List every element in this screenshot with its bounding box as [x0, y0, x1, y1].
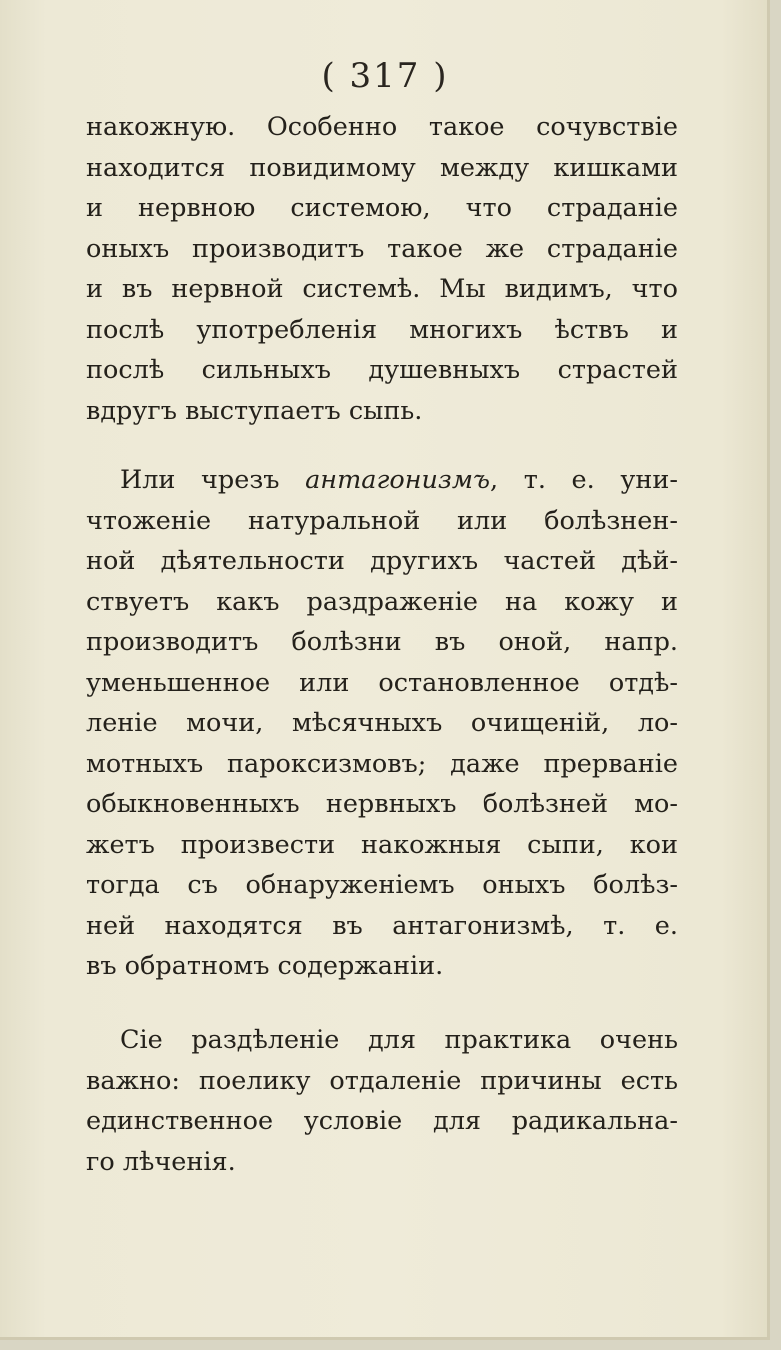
text-line: тогда съ обнаруженіемъ оныхъ болѣз- [86, 870, 678, 900]
text-line: чтоженіе натуральной или болѣзнен- [86, 505, 678, 536]
text-line: го лѣченія. [86, 1146, 236, 1177]
text-line: мотныхъ пароксизмовъ; даже прерваніе [86, 748, 678, 779]
text-run: Или чрезъ [120, 465, 306, 495]
text-line: леніе мочи, мѣсячныхъ очищеній, ло- [86, 708, 678, 738]
text-line: находится повидимому между кишками [86, 152, 678, 183]
paragraph-2 [86, 460, 678, 987]
paragraph-1 [86, 107, 678, 431]
text-line: важно: поелику отдаленіе причины есть [86, 1065, 678, 1096]
text-line: въ обратномъ содержаніи. [86, 951, 444, 981]
text-line: единственное условіе для радикальна- [86, 1106, 678, 1136]
text-line: и въ нервной системѣ. Мы видимъ, что [86, 274, 678, 304]
text-line-first [86, 460, 678, 501]
text-line: ствуетъ какъ раздраженіе на кожу и [86, 586, 678, 617]
text-line: уменьшенное или остановленное отдѣ- [86, 667, 678, 698]
text-line: послѣ сильныхъ душевныхъ страстей [86, 355, 678, 385]
text-run: , т. е. уни- [489, 465, 678, 495]
text-line: ной дѣятельности другихъ частей дѣй- [86, 546, 678, 576]
text-line: жетъ произвести накожныя сыпи, кои [86, 829, 678, 860]
page-number: ( 317 ) [321, 56, 449, 96]
text-line: послѣ употребленія многихъ ѣствъ и [86, 314, 678, 345]
text-line: накожную. Особенно такое сочувствіе [86, 112, 678, 142]
emphasized-term: антагонизмъ [305, 465, 490, 495]
text-line: и нервною системою, что страданіе [86, 193, 678, 223]
paragraph-3 [86, 1020, 678, 1182]
text-line: вдругъ выступаетъ сыпь. [86, 395, 423, 426]
text-line: Сіе раздѣленіе для практика очень [120, 1025, 678, 1055]
text-line: ней находятся въ антагонизмѣ, т. е. [86, 910, 678, 941]
text-line: обыкновенныхъ нервныхъ болѣзней мо- [86, 789, 678, 819]
text-line: оныхъ производитъ такое же страданіе [86, 233, 678, 264]
text-line: производитъ болѣзни въ оной, напр. [86, 627, 678, 657]
